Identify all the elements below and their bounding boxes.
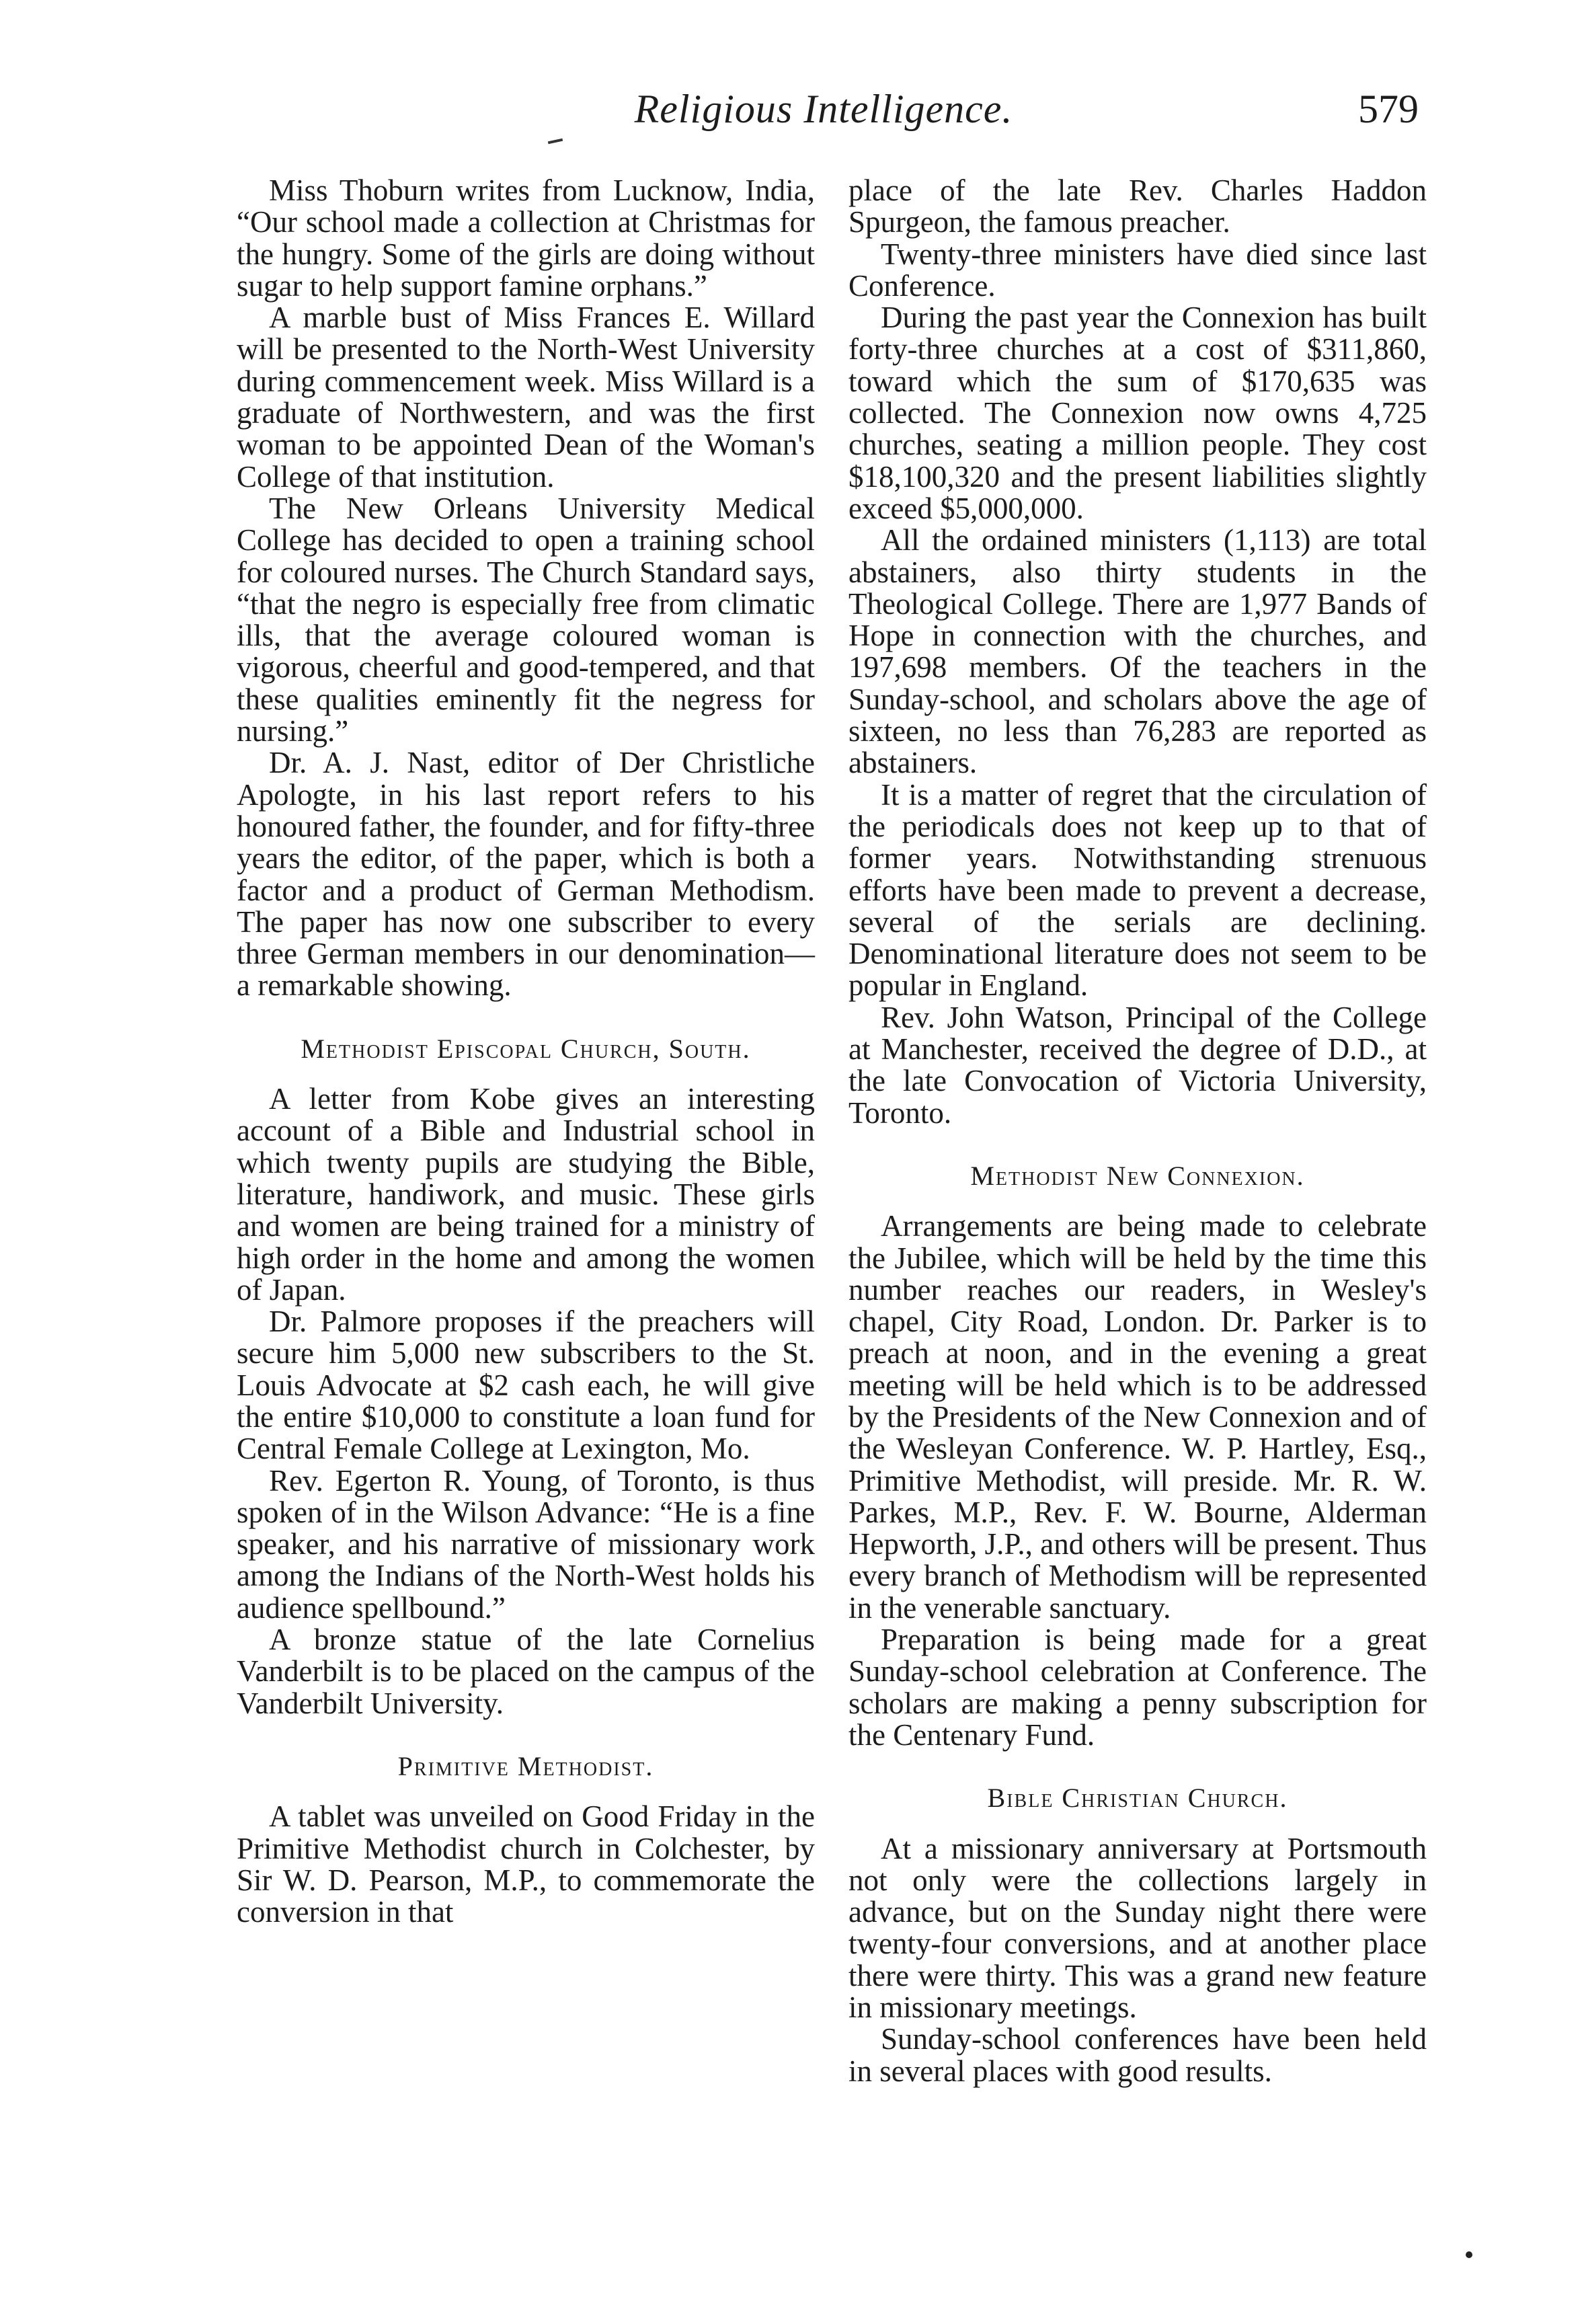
running-title: Religious Intelligence.: [634, 87, 1013, 131]
paragraph: A letter from Kobe gives an interesting account of a Bible and Industrial school in which twenty pupils are studying the Bible, literature, handiwork, and music. These girls and women are being trained for a ministry of high order in the home and among the women of Japan.: [237, 1082, 815, 1307]
left-column: [237, 175, 815, 1928]
paragraph: During the past year the Connexion has built forty-three churches at a cost of $311,860, toward which the sum of $170,635 was collected. The Connexion now owns 4,725 churches, seating a million people. They cost $18,100,320 and the present liabilities slightly exceed $5,000,000.: [848, 301, 1427, 525]
paragraph: Arrangements are being made to celebrate the Jubilee, which will be held by the time this number reaches our readers, in Wesley's chapel, City Road, London. Dr. Parker is to preach at noon, and in the evening a great meeting will be held which is to be addressed by the Presidents of the New Connexion and of the Wesleyan Conference. W. P. Hartley, Esq., Primitive Methodist, will preside. Mr. R. W. Parkes, M.P., Rev. F. W. Bourne, Alderman Hepworth, J.P., and others will be present. Thus every branch of Methodism will be represented in the venerable sanctuary.: [848, 1209, 1427, 1625]
paragraph: A bronze statue of the late Cornelius Vanderbilt is to be placed on the campus of the Vanderbilt University.: [237, 1623, 815, 1720]
paragraph: Twenty-three ministers have died since last Conference.: [848, 237, 1427, 303]
paragraph: place of the late Rev. Charles Haddon Spurgeon, the famous preacher.: [848, 173, 1427, 239]
paragraph: All the ordained ministers (1,113) are total abstainers, also thirty students in the Theological College. There are 1,977 Bands of Hope in connection with the churches, and 197,698 members. Of the teachers in the Sunday-school, and scholars above the age of sixteen, no less than 76,283 are reported as abstainers.: [848, 523, 1427, 780]
section-heading: Methodist New Connexion.: [970, 1160, 1305, 1191]
paragraph: Rev. Egerton R. Young, of Toronto, is thus spoken of in the Wilson Advance: “He is a fine speaker, and his narrative of missionary work among the Indians of the North-West holds his audience spellbound.”: [237, 1463, 815, 1625]
paragraph: At a missionary anniversary at Portsmouth not only were the collections largely in advance, but on the Sunday night there were twenty-four conversions, and at another place there were thirty. This was a grand new feature in missionary meetings.: [848, 1831, 1427, 2025]
paragraph: It is a matter of regret that the circulation of the periodicals does not keep up to that of former years. Notwithstanding strenuous efforts have been made to prevent a decrease, several of the serials are declining. Denominational literature does not seem to be popular in England.: [848, 777, 1427, 1003]
paragraph: Dr. Palmore proposes if the preachers will secure him 5,000 new subscribers to the St. Louis Advocate at $2 cash each, he will give the entire $10,000 to constitute a loan fund for Central Female College at Lexington, Mo.: [237, 1305, 815, 1466]
section-heading: Bible Christian Church.: [987, 1783, 1288, 1814]
paragraph: The New Orleans University Medical College has decided to open a training school for coloured nurses. The Church Standard says, “that the negro is especially free from climatic ills, that the average coloured woman is vigorous, cheerful and good-tempered, and that these qualities eminently fit the negress for nursing.”: [237, 491, 815, 748]
section-heading: Methodist Episcopal Church, South.: [301, 1033, 751, 1064]
paragraph: Rev. John Watson, Principal of the College at Manchester, received the degree of D.D., at the late Convocation of Victoria University, Toronto.: [848, 1000, 1427, 1130]
paragraph: A tablet was unveiled on Good Friday in the Primitive Methodist church in Colchester, by Sir W. D. Pearson, M.P., to commemorate the conversion in that: [237, 1799, 815, 1929]
section-heading: Primitive Methodist.: [397, 1750, 654, 1781]
paragraph: Miss Thoburn writes from Lucknow, India, “Our school made a collection at Christmas for the hungry. Some of the girls are doing without sugar to help support famine orphans.”: [237, 173, 815, 303]
page-header: [229, 86, 1419, 147]
paragraph: Dr. A. J. Nast, editor of Der Christliche Apologte, in his last report refers to his honoured father, the founder, and for fifty-three years the editor, of the paper, which is both a factor and a product of German Methodism. The paper has now one subscriber to every three German members in our denomination—a remarkable showing.: [237, 746, 815, 1003]
right-column: [848, 175, 1427, 2087]
paragraph: Preparation is being made for a great Sunday-school celebration at Conference. The scholars are making a penny subscription for the Centenary Fund.: [848, 1623, 1427, 1752]
print-mark: [1466, 2251, 1472, 2258]
page-number: 579: [1358, 87, 1419, 131]
paragraph: Sunday-school conferences have been held in several places with good results.: [848, 2022, 1427, 2088]
paragraph: A marble bust of Miss Frances E. Willard will be presented to the North-West University during commencement week. Miss Willard is a graduate of Northwestern, and was the first woman to be appointed Dean of the Woman's College of that institution.: [237, 301, 815, 494]
